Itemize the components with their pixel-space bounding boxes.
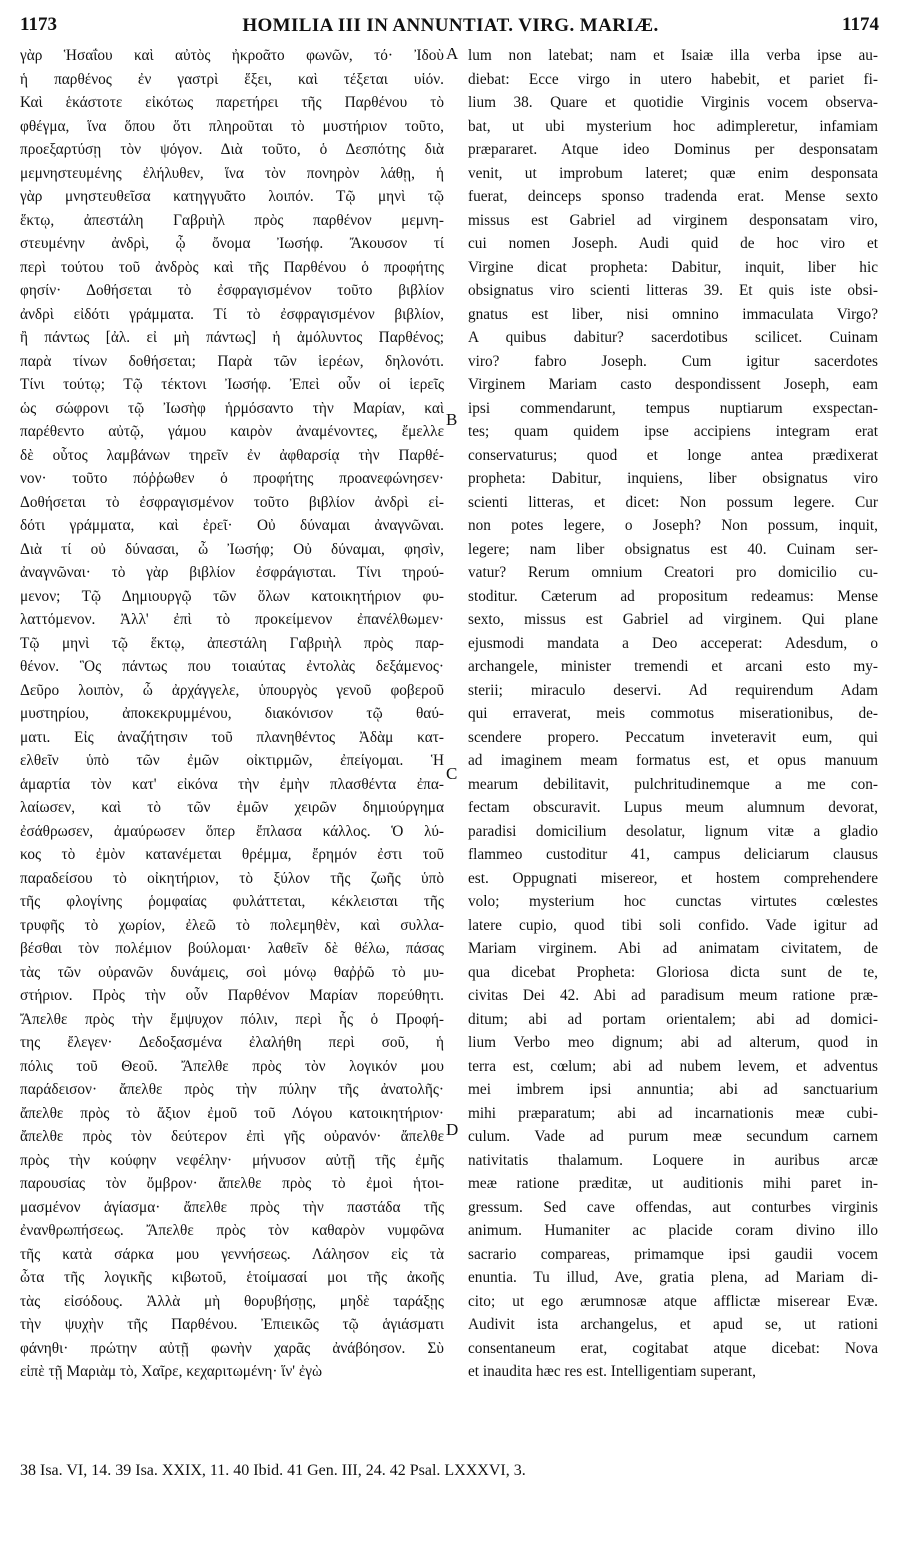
greek-text-line: ὡς σώφρονι τῷ Ἰωσὴφ ἡρμόσαντο τὴν Μαρίαν, καὶ <box>20 399 444 417</box>
greek-text-line: τὴν ψυχὴν τῆς Παρθένου. Ἐπιεικῶς τῷ ἁγιάσματι <box>20 1316 444 1333</box>
margin-letter-d: D <box>446 1120 459 1139</box>
latin-text-line: non potes legere, o Joseph? Non possum, inquit, <box>468 517 878 534</box>
latin-text-line: scendere propero. Peccatum inveteravit eum, qui <box>468 728 878 746</box>
greek-text-line: ἁμαρτία τὸν κατ' εἰκόνα τὴν ἐμὴν πλασθέντα ἐπα- <box>20 775 444 793</box>
greek-text-line: τὰς εἰσόδους. Ἀλλὰ μὴ θορυβήσῃς, μηδὲ ταράξῃς <box>20 1292 444 1310</box>
greek-text-line: παράδεισον· ἄπελθε πρὸς τὴν πύλην τῆς ἀνατολῆς· <box>20 1081 444 1098</box>
latin-text-line: ejusmodi mandata a Deo acceperat: Adesdum, o <box>468 634 878 652</box>
greek-text-line: βέσθαι τὸν πολέμιον βούλομαι· λαθεῖν δὲ θέλω, πάσας <box>20 940 444 957</box>
latin-column <box>468 44 878 1384</box>
greek-text-line: παρέθεντο αὐτῷ, γάμου καιρὸν ἀναμένοντες, ἔμελλε <box>20 423 444 440</box>
greek-text-line: παραδείσου τὸ οἰκητήριον, τὸ ξύλον τῆς ζωῆς ὑπὸ <box>20 869 444 887</box>
greek-text-line: φθέγμα, ἵνα ὅπου ὅτι πληροῦται τὸ μυστήριον τοῦτο, <box>20 117 444 135</box>
latin-text-line: est. Oppugnati misereor, et hostem comprehendere <box>468 869 878 887</box>
greek-text-line: Τίνι τούτῳ; Τῷ τέκτονι Ἰωσήφ. Ἐπεὶ οὖν οἱ ἱερεῖς <box>20 376 444 393</box>
greek-text-line: ἀναγνῶναι· τὸ γὰρ βιβλίον ἐσφράγισται. Τίνι τηρού- <box>20 564 444 581</box>
latin-text-line: Virginem Mariam casto despondissent Joseph, eam <box>468 376 878 393</box>
latin-text-line: animum. Humaniter ac placide coram divino illo <box>468 1222 878 1239</box>
latin-text-line: archangele, minister tremendi et arcani esto my- <box>468 658 878 675</box>
greek-text-line: της ἔλεγεν· Δεδοξασμένα ἐλαλήθη περὶ σοῦ, ἡ <box>20 1034 444 1051</box>
latin-text-line: Audivit ista archangelus, et apud se, ut rationi <box>468 1316 878 1333</box>
greek-text-line: ἢ πάντως [ἀλ. εἰ μὴ πάντως] ἡ ἀμόλυντος Παρθένος; <box>20 329 444 346</box>
margin-letter-c: C <box>446 764 458 783</box>
greek-text-line: τρυφῆς τὸ χωρίον, ἐλεῶ τὸ πολεμηθὲν, καὶ συλλα- <box>20 916 444 934</box>
latin-text-line: ditum; abi ad portam orientalem; abi ad domici- <box>468 1010 878 1028</box>
greek-text-line: γὰρ Ἡσαΐου καὶ αὐτὸς ἠκροᾶτο φωνῶν, τό· Ἰδοὺ <box>20 47 444 64</box>
latin-text-line: latere cupio, quod tibi soli confido. Vade igitur ad <box>468 916 878 934</box>
latin-text-line: nativitatis thalamum. Loquere in auribus arcæ <box>468 1151 878 1169</box>
greek-text-line: ὦτα τῆς λογικῆς κιβωτοῦ, ἑτοίμασαί μοι τῆς ἀκοῆς <box>20 1269 444 1286</box>
latin-text-line: obsignatus viro scienti litteras 39. Et quis iste obsi- <box>468 282 878 299</box>
greek-text-line: μεμνηστευμένης ἐλήλυθεν, ἵνα τὸν πονηρὸν λάθῃ, ἡ <box>20 164 444 182</box>
footnotes: 38 Isa. VI, 14. 39 Isa. XXIX, 11. 40 Ibid. 41 Gen. III, 24. 42 Psal. LXXXVI, 3. <box>20 1462 526 1479</box>
latin-text-line: Virgine dicat propheta: Dabitur, inquit, liber hic <box>468 258 878 276</box>
greek-text-line: περὶ τούτου τοῦ ἀνδρὸς καὶ τῆς Παρθένου ὁ προφήτης <box>20 258 444 276</box>
latin-text-line: lium 38. Quare et quotidie Virginis vocem observa- <box>468 94 878 111</box>
greek-text-line: τῆς κατὰ σάρκα μου γεννήσεως. Λάλησον εἰς τὰ <box>20 1245 444 1263</box>
greek-text-line: Δοθήσεται τὸ ἐσφραγισμένον τοῦτο βιβλίον ἀνδρὶ εἰ- <box>20 493 444 511</box>
greek-text-line: Τῷ μηνὶ τῷ ἕκτῳ, ἀπεστάλη Γαβριὴλ πρὸς παρ- <box>20 634 444 652</box>
latin-text-line: gressum. Sed cave offendas, aut conturbes virginis <box>468 1198 878 1216</box>
greek-text-line: ἐσάθρωσεν, ἀμαύρωσεν ὅπερ ἔπλασα κάλλος. Ὁ λύ- <box>20 822 444 840</box>
latin-text-line: conservaturus; quod et longe antea prædixerat <box>468 446 878 464</box>
margin-letter-b: B <box>446 410 458 429</box>
latin-text-line: vatur? Rerum omnium Creatori pro domicilio cu- <box>468 564 878 581</box>
greek-text-line: ἄπελθε πρὸς τὸν δεύτερον ἐπὶ γῆς οὐρανόν· ἄπελθε <box>20 1128 444 1145</box>
latin-text-line: cui nomen Joseph. Audi quid de hoc viro et <box>468 235 878 252</box>
latin-text-line: volo; mysterium hoc cunctas virtutes cœlestes <box>468 893 878 910</box>
greek-text-line: νον· τοῦτο πόῤῥωθεν ὁ προφήτης προανεφώνησεν· <box>20 470 444 487</box>
greek-text-line: γὰρ μνηστευθεῖσα κατηγγυᾶτο λοιπόν. Τῷ μηνὶ τῷ <box>20 188 444 205</box>
greek-text-line: Διὰ τί οὐ δύνασαι, ὦ Ἰωσήφ; Οὐ δύναμαι, φησὶν, <box>20 540 444 558</box>
latin-text-line: flammeo custoditur 41, campus deliciarum clausus <box>468 846 878 863</box>
page-number-left: 1173 <box>20 14 57 35</box>
greek-text-line: εἰπὲ τῇ Μαριὰμ τὸ, Χαῖρε, κεχαριτωμένη· ἵν' ἐγὼ <box>20 1363 323 1380</box>
margin-letter-a: A <box>446 44 459 63</box>
latin-text-line: sexto, missus est Gabriel ad virginem. Qui plane <box>468 611 878 628</box>
latin-text-line: stoditur. Cæterum ad propositum redeamus: Mense <box>468 587 878 605</box>
latin-text-line: Mariam virginem. Abi ad animatam civitatem, de <box>468 940 878 957</box>
latin-text-line: cito; ut ego ærumnosæ atque afflictæ miserear Evæ. <box>468 1292 878 1310</box>
greek-text-line: λαττόμενον. Ἀλλ' ἐπὶ τὸ προκείμενον ἐπανέλθωμεν· <box>20 611 444 628</box>
latin-text-line: qui erraverat, meis commotus miserationibus, de- <box>468 705 878 722</box>
latin-text-line: enuntia. Tu illud, Ave, gratia plena, ad Mariam di- <box>468 1269 878 1286</box>
latin-text-line: mihi præparatum; abi ad incarnationis meæ cubi- <box>468 1104 878 1122</box>
greek-text-line: λαίωσεν, καὶ τὸ τῶν ἐμῶν χειρῶν δημιούργημα <box>20 799 444 816</box>
latin-text-line: legere; nam liber obsignatus est 40. Cuinam ser- <box>468 540 878 558</box>
latin-text-line: præpararet. Atque ideo Dominus per desponsatam <box>468 141 878 158</box>
greek-text-line: φησίν· Δοθήσεται τὸ ἐσφραγισμένον τοῦτο βιβλίον <box>20 282 444 299</box>
greek-text-line: παρὰ τίνων δοθήσεται; Παρὰ τῶν ἱερέων, δηλονότι. <box>20 352 444 370</box>
running-title: HOMILIA III IN ANNUNTIAT. VIRG. MARIÆ. <box>242 15 659 36</box>
greek-text-line: τῆς φλογίνης ῥομφαίας φυλάττεται, κέκλεισται τῆς <box>20 893 444 910</box>
greek-text-line: στευμένην ἀνδρὶ, ᾧ ὄνομα Ἰωσήφ. Ἄκουσον τί <box>20 235 444 252</box>
latin-text-line: ad imaginem meam formatus est, et opus manuum <box>468 752 878 769</box>
greek-text-line: κος τὸ ἐμὸν κατανέμεται θρέμμα, ἔρημόν ἐστι τοῦ <box>20 846 444 863</box>
greek-text-line: μυστηρίου, ἀποκεκρυμμένου, διακόνισον τῷ θαύ- <box>20 705 444 722</box>
greek-text-line: ἄπελθε πρὸς τὸ ἄξιον ἐμοῦ τοῦ Λόγου κατοικητήριον· <box>20 1104 444 1122</box>
latin-text-line: consentaneum erat, cogitabat atque dicebat: Nova <box>468 1339 878 1357</box>
greek-text-line: Δεῦρο λοιπὸν, ὦ ἀρχάγγελε, ὑπουργὸς γενοῦ φοβεροῦ <box>20 681 444 699</box>
greek-text-line: ελθεῖν ὑπὸ τῶν ἐμῶν οἰκτιρμῶν, ἐπείγομαι. Ἡ <box>20 752 444 769</box>
greek-text-line: ματι. Εἰς ἀναζήτησιν τοῦ πλανηθέντος Ἀδὰμ κατ- <box>20 728 444 746</box>
latin-text-line: diebat: Ecce virgo in utero habebit, et pariet fi- <box>468 70 878 88</box>
latin-text-line: fectam obscuravit. Lupus meum alumnum devorat, <box>468 799 878 816</box>
greek-text-line: φάνηθι· πρώτην αὐτῇ φωνὴν χαρᾶς ἀνάβόησον. Σὺ <box>20 1339 444 1357</box>
latin-text-line: tes; quam quidem ipse accipiens integram erat <box>468 423 878 440</box>
greek-text-line: Καὶ ἑκάστοτε εἰκότως παρετήρει τῆς Παρθένου τὸ <box>20 94 444 111</box>
latin-text-line: et inaudita hæc res est. Intelligentiam superant, <box>468 1363 757 1380</box>
latin-text-line: A quibus dabitur? sacerdotibus scilicet. Cuinam <box>468 329 878 346</box>
greek-column <box>20 44 444 1384</box>
latin-text-line: culum. Vade ad purum meæ secundum carnem <box>468 1128 878 1145</box>
latin-text-line: qua dicebat Propheta: Gloriosa dicta sunt de te, <box>468 963 878 981</box>
greek-text-line: ἀνδρὶ εἰδότι γράμματα. Τί τὸ ἐσφραγισμένον βιβλίον, <box>20 305 444 323</box>
greek-text-line: παρουσίας τὸν ὄμβρον· ἄπελθε πρὸς τὸ ἐμοὶ ἡτοι- <box>20 1175 444 1192</box>
latin-text-line: mei imbrem ipsi annuntia; abi ad sanctuarium <box>468 1081 878 1098</box>
greek-text-line: στήριον. Πρὸς τὴν οὖν Παρθένον Μαρίαν πορεύθητι. <box>20 987 444 1004</box>
latin-text-line: fuerat, deinceps sponso tradenda erat. Mense sexto <box>468 188 878 205</box>
latin-text-line: sterii; miraculo deservi. Ad requirendum Adam <box>468 681 878 699</box>
latin-text-line: viro? fabro Joseph. Cum igitur sacerdotes <box>468 352 878 370</box>
latin-text-line: bat, ut ubi mysterium hoc adimpleretur, infamiam <box>468 117 878 135</box>
latin-text-line: sacrario compareas, primamque ipsi gaudii vocem <box>468 1245 878 1263</box>
greek-text-line: Ἄπελθε πρὸς τὴν ἔμψυχον πόλιν, περὶ ἧς ὁ Προφή- <box>20 1010 444 1028</box>
latin-text-line: propheta: Dabitur, inquiens, liber obsignatus viro <box>468 470 878 487</box>
greek-text-line: πρὸς τὴν κούφην νεφέλην· μήνυσον αὐτῇ τῆς ἐμῆς <box>20 1151 444 1169</box>
greek-text-line: τὰς τῶν οὐρανῶν δυνάμεις, σοὶ μόνῳ θαῤῥῶ τὸ μυ- <box>20 963 444 981</box>
latin-text-line: terra est, cœlum; abi ad nubem levem, et adventus <box>468 1057 878 1075</box>
greek-text-line: προεξαρτύσῃ τὸν ψόγον. Διὰ τοῦτο, ὁ Δεσπότης διὰ <box>20 141 444 158</box>
greek-text-line: ἕκτῳ, ἀπεστάλη Γαβριὴλ πρὸς παρθένον μεμνη- <box>20 211 444 229</box>
greek-text-line: δὲ οὗτος λαμβάνων τηρεῖν ἐν ἀφθαρσίᾳ τὴν Παρθέ- <box>20 446 444 464</box>
latin-text-line: lum non latebat; nam et Isaiæ illa verba ipse au- <box>468 47 878 64</box>
greek-text-line: πόλις τοῦ Θεοῦ. Ἄπελθε πρὸς τὸν λογικόν μου <box>20 1057 444 1075</box>
latin-text-line: scienti litteras, et dicet: Non possum legere. Cur <box>468 493 878 511</box>
greek-text-line: ἐνανθρωπήσεως. Ἄπελθε πρὸς τὸν καθαρὸν νυμφῶνα <box>20 1222 444 1239</box>
running-header <box>0 14 901 42</box>
greek-text-line: θένον. Ὃς πάντως που τοιαύτας ἐντολὰς δεξάμενος· <box>20 658 444 675</box>
latin-text-line: venit, ut improbum lateret; quæ enim desponsata <box>468 164 878 182</box>
latin-text-line: gnatus est liber, nisi omnino immaculata Virgo? <box>468 305 878 323</box>
greek-text-line: δότι γράμματα, καὶ ἐρεῖ· Οὐ δύναμαι ἀναγνῶναι. <box>20 517 444 534</box>
latin-text-line: civitas Dei 42. Abi ad paradisum meum ratione præ- <box>468 987 878 1004</box>
greek-text-line: μενον; Τῷ Δημιουργῷ τῶν ὅλων κατοικητήριον φυ- <box>20 587 444 605</box>
page-number-right: 1174 <box>842 14 879 35</box>
latin-text-line: missus est Gabriel ad virginem desponsatam viro, <box>468 211 878 229</box>
latin-text-line: ipsi commendarunt, tempus nuptiarum exspectan- <box>468 399 878 417</box>
latin-text-line: paradisi domicilium desolatur, lignum vitæ a gladio <box>468 822 878 840</box>
latin-text-line: meæ ratione præditæ, ut auditionis mihi paret in- <box>468 1175 878 1192</box>
latin-text-line: lium Verbo meo dignum; abi ad alterum, quod in <box>468 1034 878 1051</box>
greek-text-line: μασμένον ἁγίασμα· ἄπελθε πρὸς τὴν παστάδα τῆς <box>20 1198 444 1216</box>
greek-text-line: ἡ παρθένος ἐν γαστρὶ ἕξει, καὶ τέξεται υἱόν. <box>20 70 444 88</box>
latin-text-line: mearum debilitavit, pulchritudinemque a me con- <box>468 775 878 793</box>
